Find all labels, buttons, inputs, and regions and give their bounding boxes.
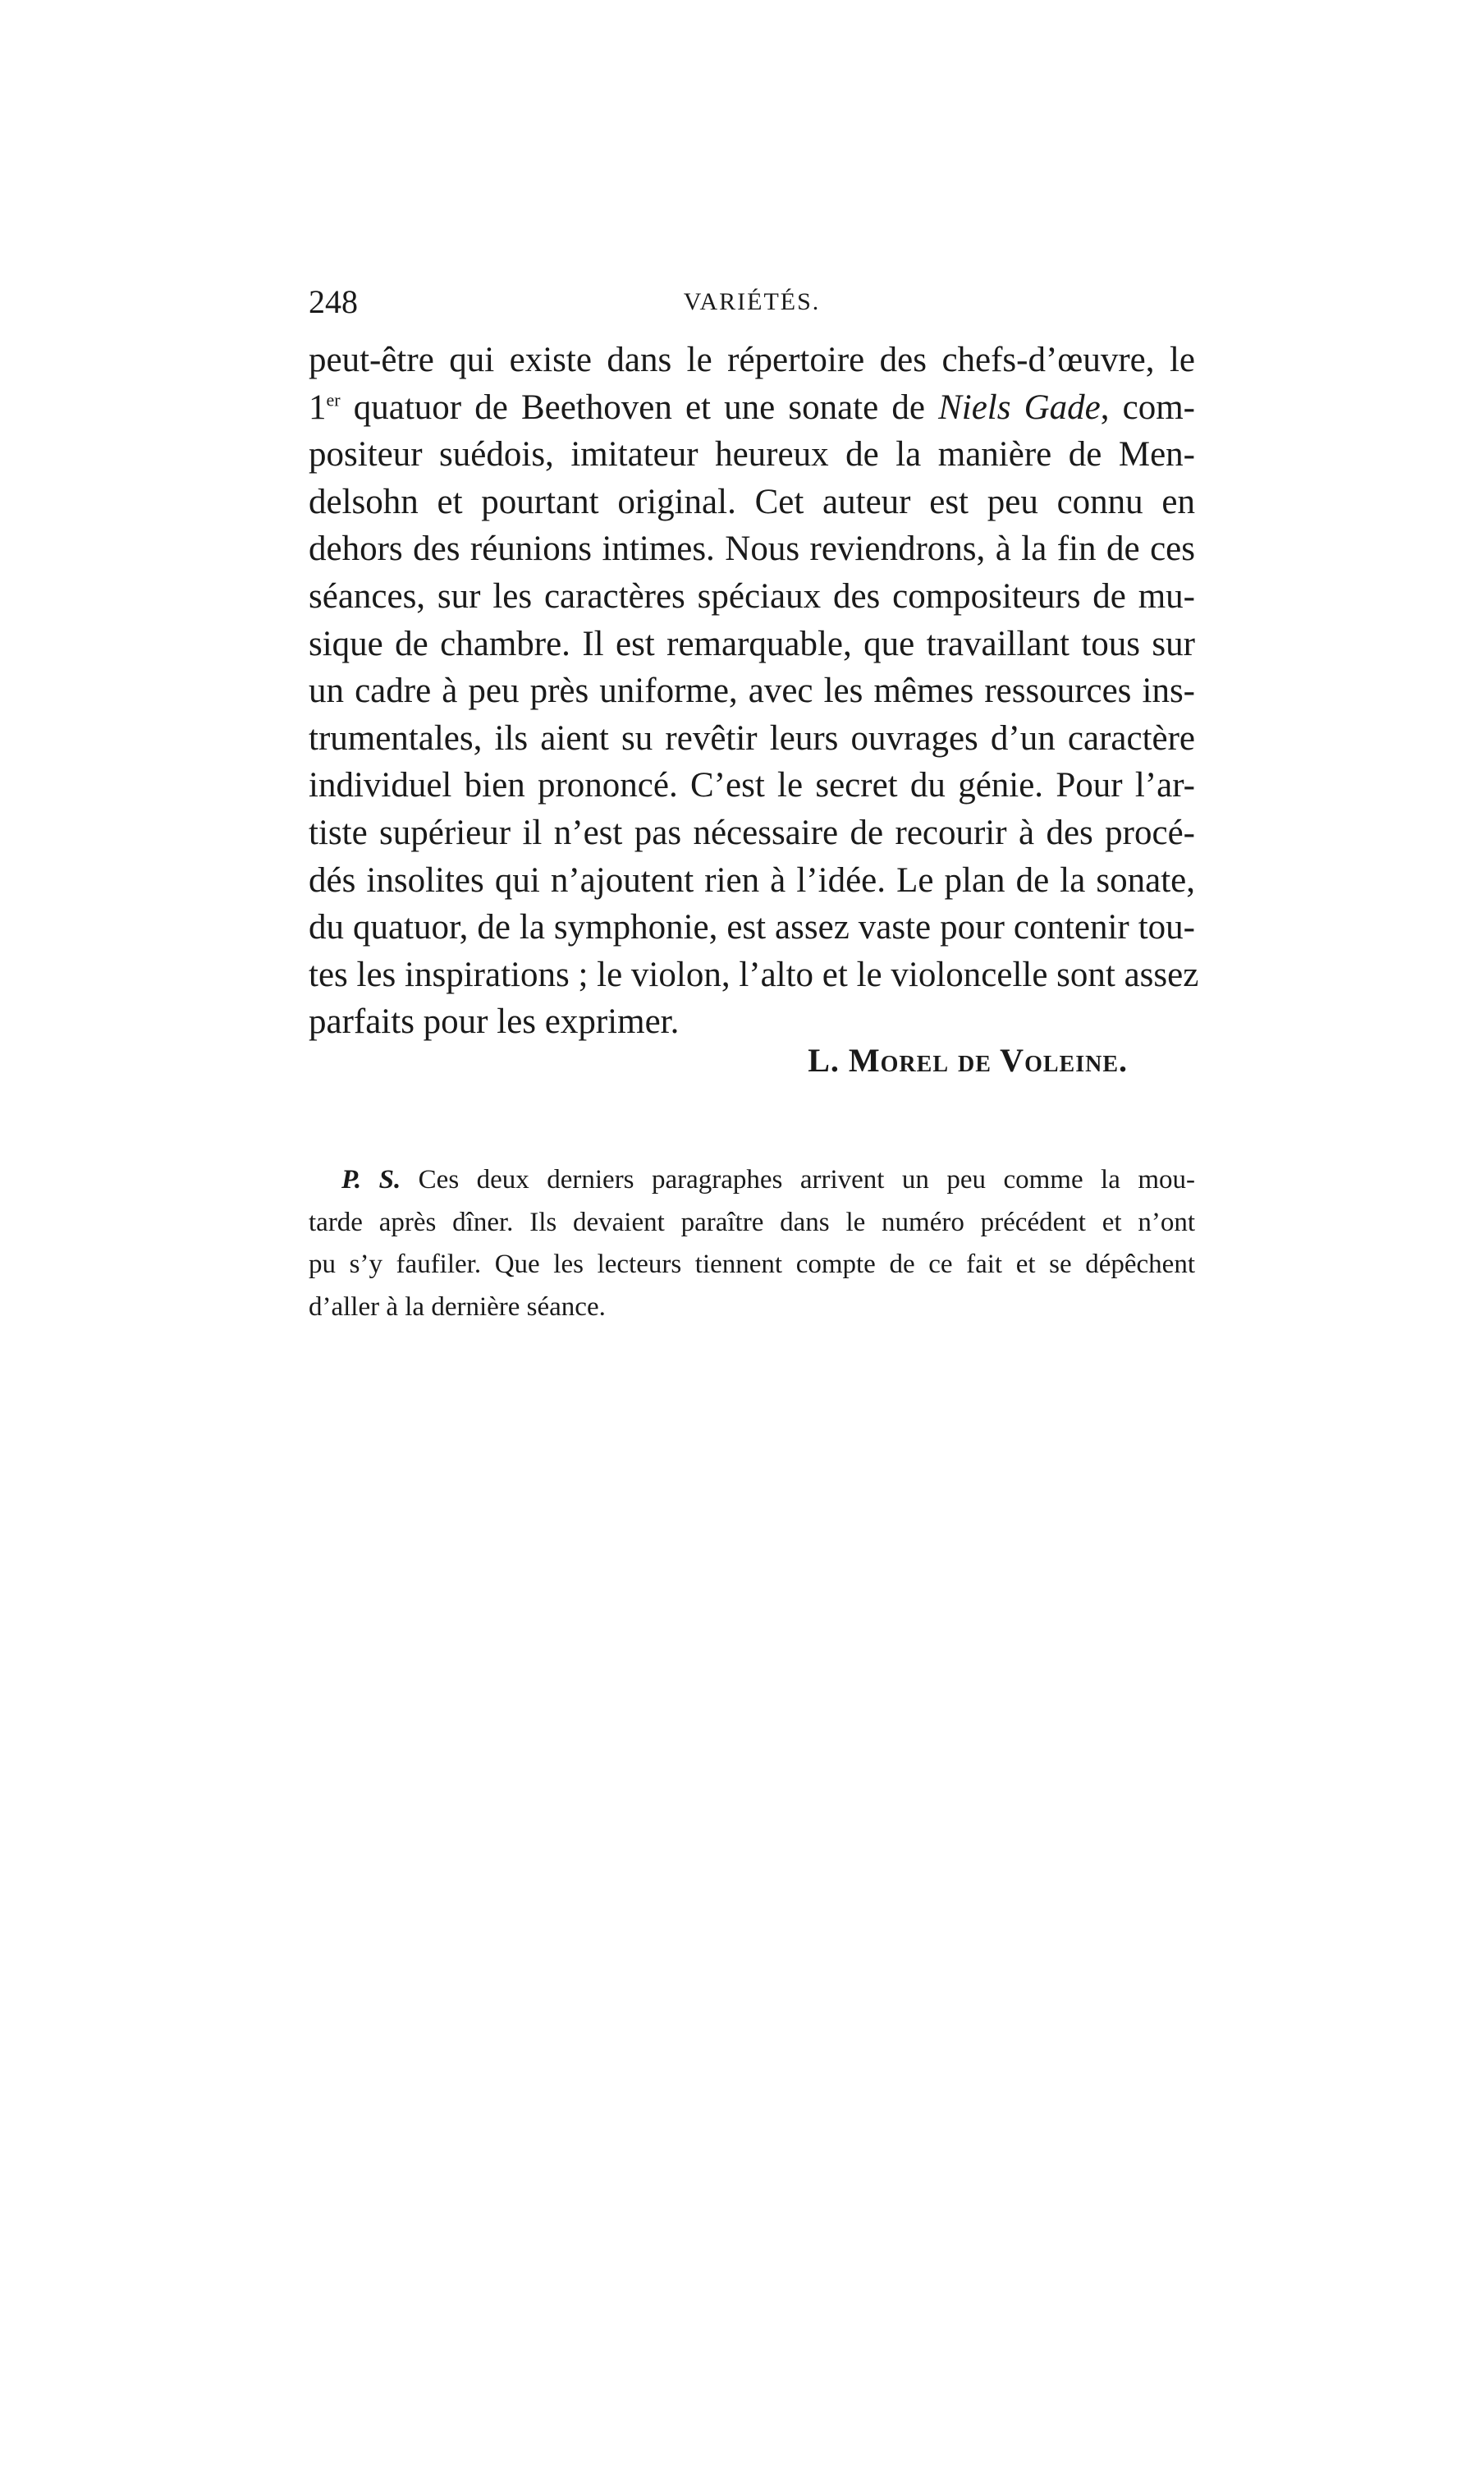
body-line-text: quatuor de Beethoven et une sonate de [340, 388, 939, 427]
composer-name-italic: Niels Gade [938, 388, 1101, 427]
body-line: tiste supérieur il n’est pas nécessaire de recourir à des procé- [309, 813, 1195, 852]
postscript-line [309, 1159, 1195, 1202]
body-line: positeur suédois, imitateur heureux de la manière de Men- [309, 435, 1195, 475]
body-line-start: 1 [309, 388, 327, 427]
postscript-line: tarde après dîner. Ils devaient paraître dans le numéro précédent et n’ont [309, 1207, 1195, 1237]
author-signature: L. Morel de Voleine. [808, 1042, 1128, 1079]
body-line-text: , com- [1100, 388, 1195, 427]
body-line [309, 384, 1195, 432]
page-header [309, 277, 1195, 327]
body-line: trumentales, ils aient su revêtir leurs ouvrages d’un caractère [309, 718, 1195, 758]
body-line: tes les inspirations ; le violon, l’alto et le violoncelle sont assez [309, 955, 1199, 994]
postscript-mark: P. S. [341, 1165, 401, 1195]
body-line: dehors des réunions intimes. Nous reviendrons, à la fin de ces [309, 530, 1195, 569]
page-number: 248 [309, 283, 358, 320]
body-paragraph [309, 337, 1199, 1046]
postscript [309, 1159, 1195, 1328]
body-line: delsohn et pourtant original. Cet auteur est peu connu en [309, 482, 1195, 521]
running-head: VARIÉTÉS. [683, 288, 821, 315]
postscript-line: d’aller à la dernière séance. [309, 1291, 606, 1322]
postscript-line-text: Ces deux derniers paragraphes arrivent un peu comme la mou- [401, 1165, 1195, 1195]
body-line: dés insolites qui n’ajoutent rien à l’idée. Le plan de la sonate, [309, 860, 1195, 900]
body-line: sique de chambre. Il est remarquable, que travaillant tous sur [309, 624, 1195, 663]
body-line: individuel bien prononcé. C’est le secret du génie. Pour l’ar- [309, 766, 1195, 805]
body-line: un cadre à peu près uniforme, avec les mêmes ressources ins- [309, 672, 1195, 711]
body-line: parfaits pour les exprimer. [309, 1002, 680, 1042]
body-line: du quatuor, de la symphonie, est assez vaste pour contenir tou- [309, 908, 1195, 947]
postscript-line: pu s’y faufiler. Que les lecteurs tiennent compte de ce fait et se dépêchent [309, 1250, 1195, 1279]
body-line: séances, sur les caractères spéciaux des compositeurs de mu- [309, 576, 1195, 616]
body-line: peut-être qui existe dans le répertoire des chefs-d’œuvre, le [309, 341, 1195, 379]
ordinal-superscript: er [326, 389, 341, 410]
